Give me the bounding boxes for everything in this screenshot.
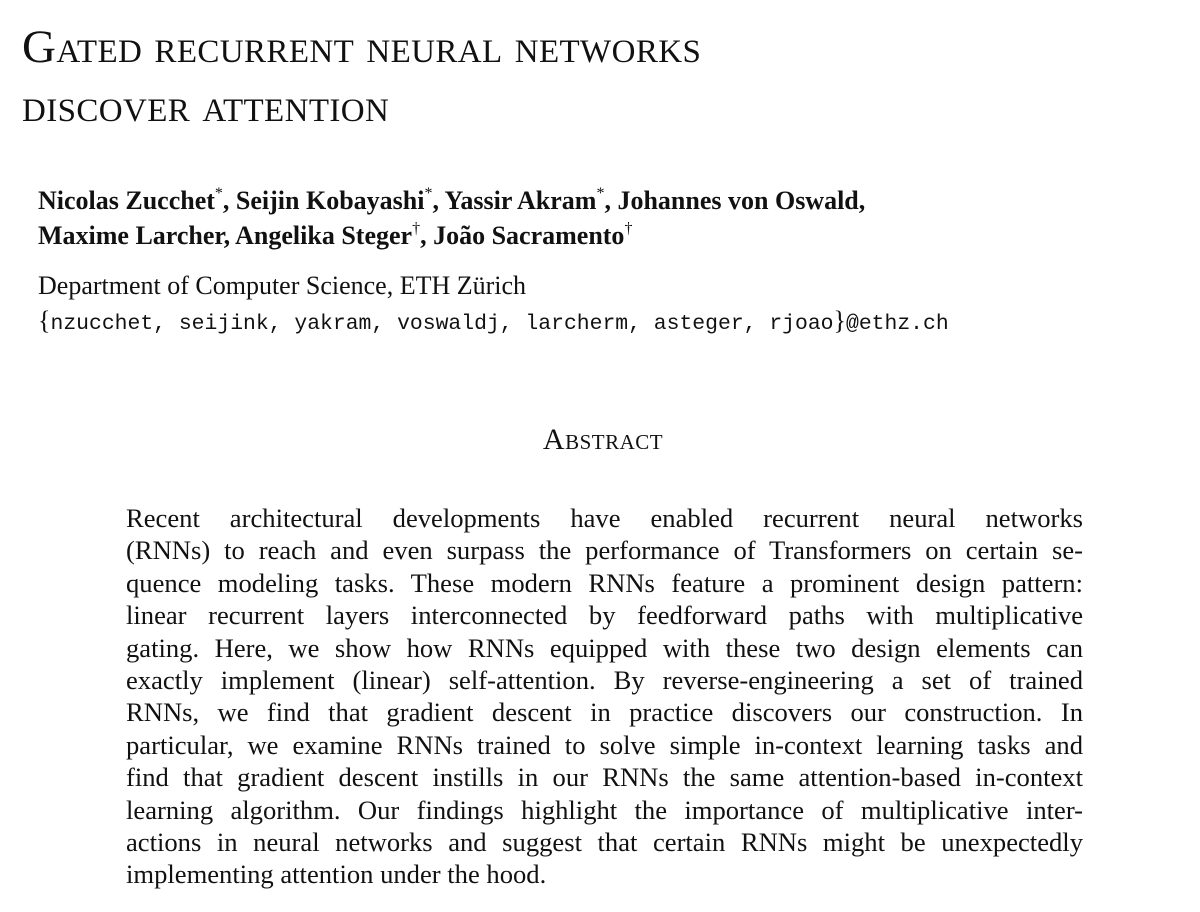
title-line: Gated recurrent neural networks	[22, 21, 702, 73]
equal-contribution-mark: *	[214, 185, 223, 202]
author-list	[38, 183, 865, 253]
author-name: Maxime Larcher	[38, 221, 224, 250]
abstract-line: gating. Here, we show how RNNs equipped with these two design elements can	[126, 632, 1083, 663]
author-separator: ,	[604, 186, 618, 215]
affiliation: Department of Computer Science, ETH Zürich	[38, 271, 527, 300]
paper-title	[22, 18, 701, 136]
abstract-line: learning algorithm. Our findings highlight the importance of multiplicative inter-	[126, 794, 1083, 825]
abstract-line: implementing attention under the hood.	[126, 859, 547, 890]
senior-author-mark: †	[624, 220, 633, 237]
abstract-line: RNNs, we find that gradient descent in practice discovers our construction. In	[126, 697, 1083, 728]
author-line	[38, 218, 865, 253]
email-domain: @ethz.ch	[846, 312, 949, 336]
abstract-line: linear recurrent layers interconnected by feedforward paths with multiplicative	[126, 600, 1083, 631]
author-separator: ,	[420, 221, 434, 250]
author-separator: ,	[223, 221, 236, 250]
equal-contribution-mark: *	[596, 185, 605, 202]
abstract-line: find that gradient descent instills in our RNNs the same attention-based in-context	[126, 762, 1083, 793]
abstract-line: quence modeling tasks. These modern RNNs feature a prominent design pattern:	[126, 567, 1083, 598]
email-close-brace: }	[833, 306, 846, 335]
author-name: Johannes von Oswald	[617, 186, 859, 215]
author-name: Nicolas Zucchet	[38, 186, 215, 215]
author-separator: ,	[432, 186, 445, 215]
abstract-line: (RNNs) to reach and even surpass the performance of Transformers on certain se-	[126, 535, 1083, 566]
author-separator: ,	[858, 186, 866, 215]
email-open-brace: {	[38, 306, 51, 335]
author-separator: ,	[222, 186, 236, 215]
title-line: discover attention	[22, 80, 390, 132]
abstract-line: Recent architectural developments have enabled recurrent neural networks	[126, 503, 1083, 533]
author-emails	[38, 304, 949, 341]
email-usernames: nzucchet, seijink, yakram, voswaldj, larcherm, asteger, rjoao	[50, 312, 834, 336]
author-name: Angelika Steger	[235, 221, 413, 250]
author-name: Seijin Kobayashi	[235, 186, 425, 215]
abstract-line: actions in neural networks and suggest that certain RNNs might be unexpectedly	[126, 827, 1083, 858]
abstract-line: exactly implement (linear) self-attention. By reverse-engineering a set of trained	[126, 665, 1083, 696]
abstract-body	[126, 502, 1083, 891]
abstract-heading: Abstract	[542, 423, 664, 456]
author-name: João Sacramento	[433, 221, 625, 250]
abstract-line: particular, we examine RNNs trained to solve simple in-context learning tasks and	[126, 729, 1083, 760]
equal-contribution-mark: *	[424, 185, 433, 202]
senior-author-mark: †	[412, 220, 421, 237]
author-line	[38, 183, 865, 218]
author-name: Yassir Akram	[444, 186, 597, 215]
